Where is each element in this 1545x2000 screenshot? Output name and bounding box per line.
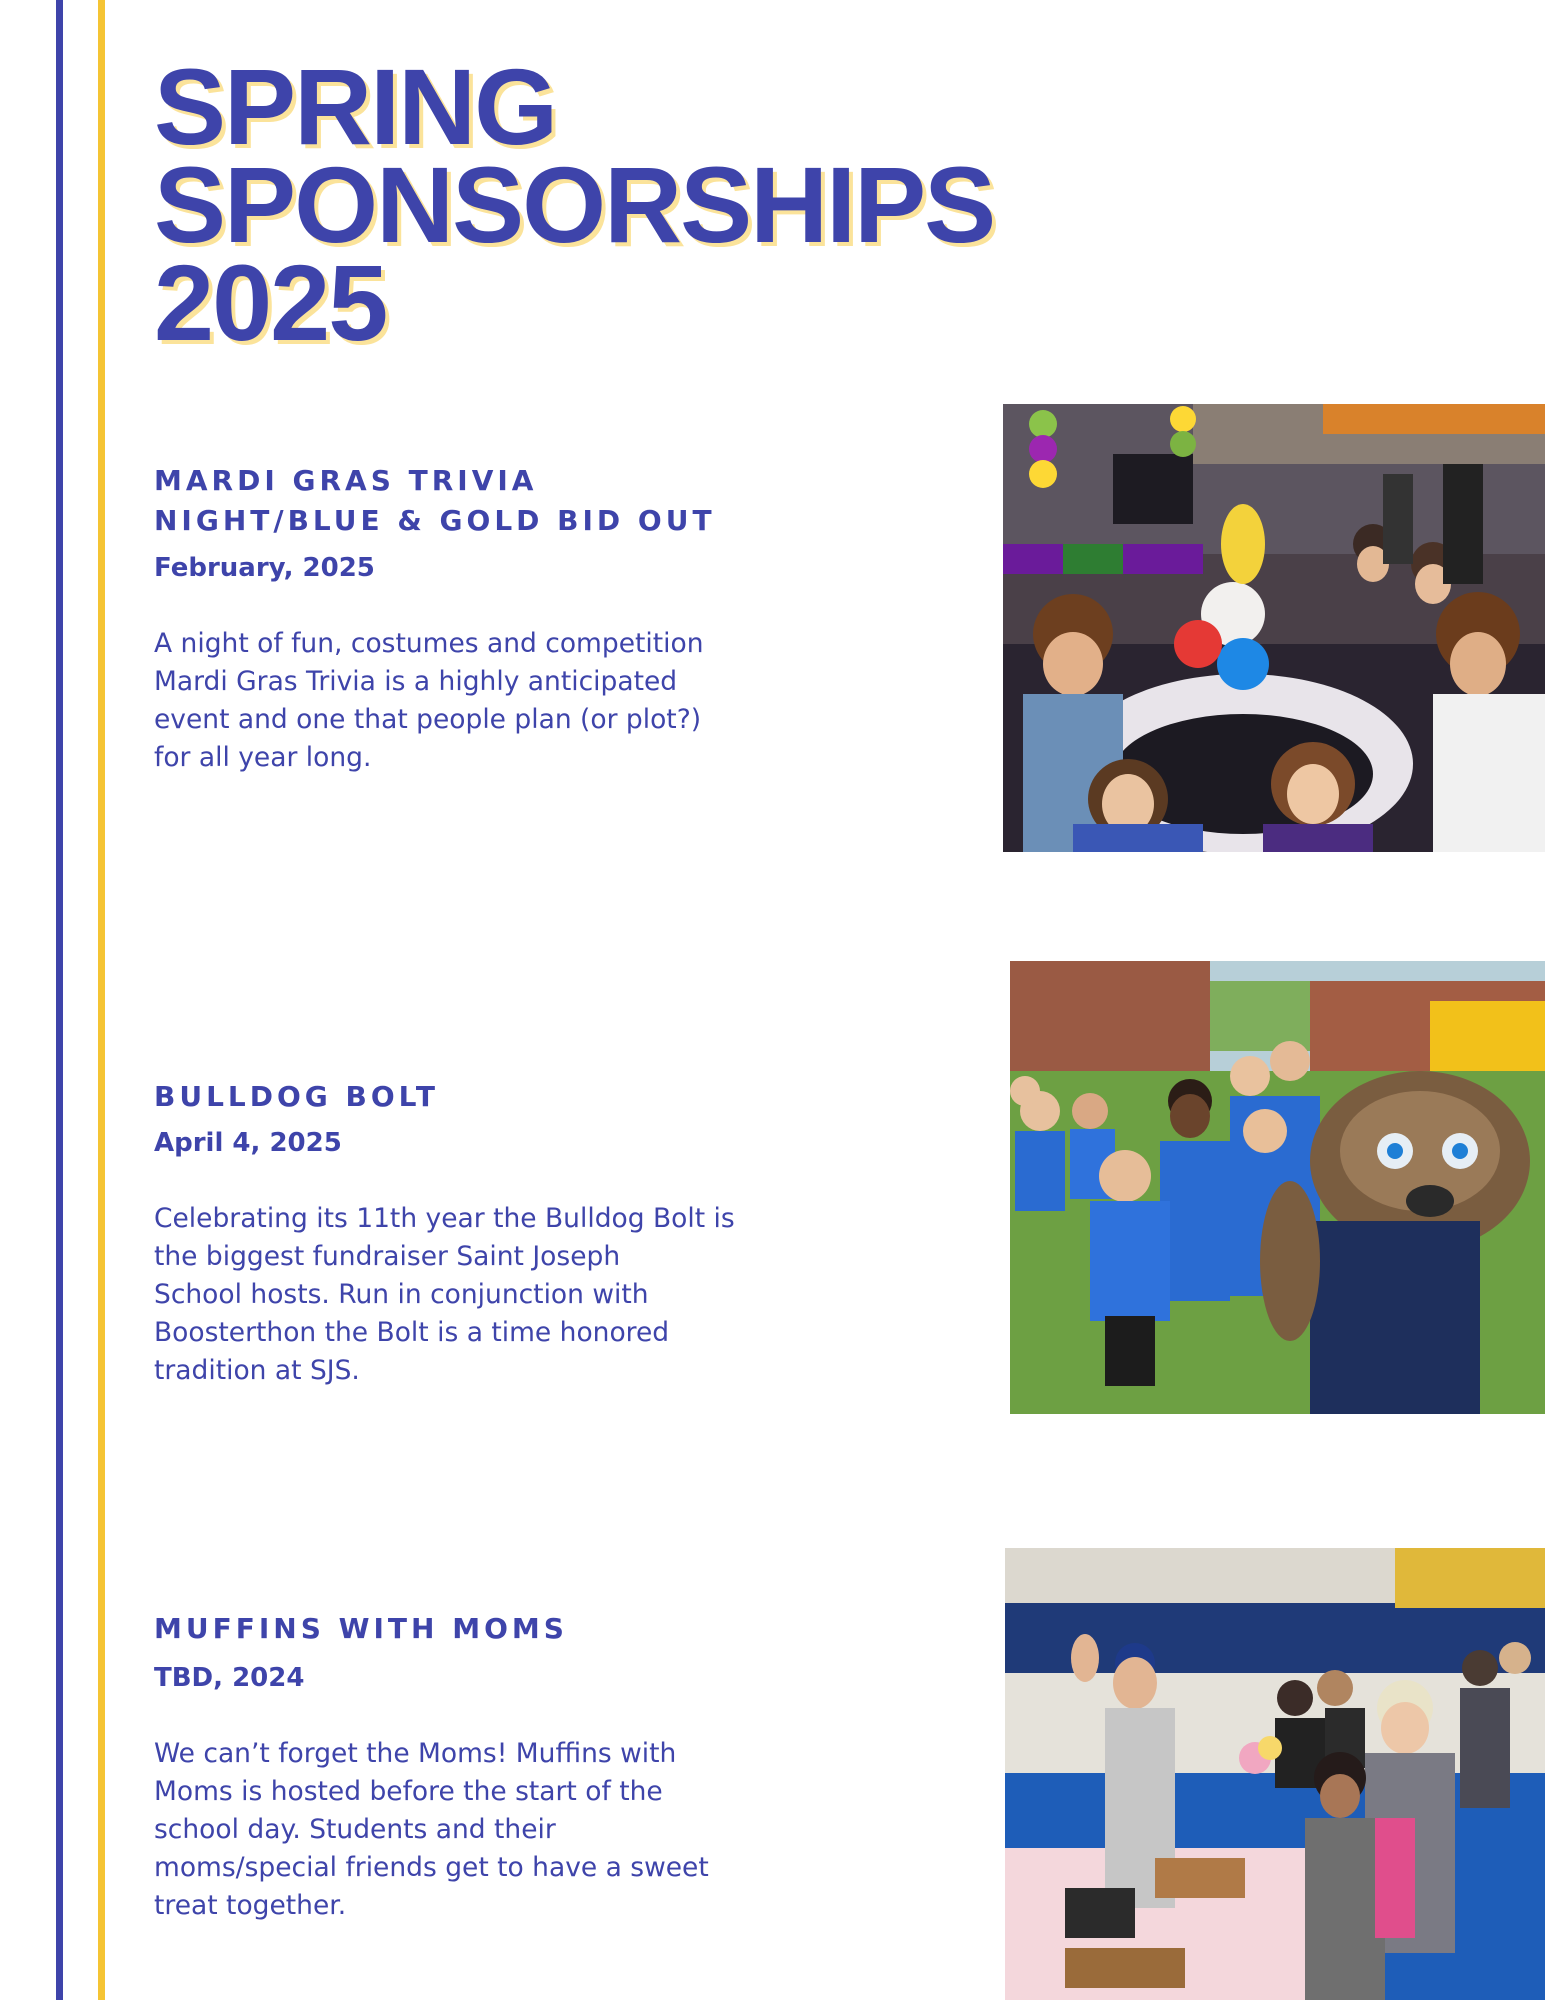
description-line: Moms is hosted before the start of the [154, 1776, 663, 1807]
left-gold-rule [98, 0, 105, 2000]
event-description [154, 1200, 794, 1390]
description-line: treat together. [154, 1890, 347, 1921]
event-heading-line: MARDI GRAS TRIVIA [154, 464, 538, 497]
title-line-1: SPRING [154, 46, 557, 167]
event-heading-line: MUFFINS WITH MOMS [154, 1612, 568, 1645]
event-heading [154, 461, 716, 541]
description-line: event and one that people plan (or plot?) [154, 704, 702, 735]
muffins-with-moms-photo [1005, 1548, 1545, 2000]
event-heading-line: NIGHT/BLUE & GOLD BID OUT [154, 504, 716, 537]
description-line: the biggest fundraiser Saint Joseph [154, 1241, 621, 1272]
event-description [154, 1735, 794, 1925]
event-heading [154, 1609, 568, 1649]
event-date: TBD, 2024 [154, 1663, 305, 1693]
event-heading-line: BULLDOG BOLT [154, 1080, 439, 1113]
description-line: moms/special friends get to have a sweet [154, 1852, 709, 1883]
description-line: A night of fun, costumes and competition [154, 628, 704, 659]
description-line: Mardi Gras Trivia is a highly anticipated [154, 666, 678, 697]
description-line: School hosts. Run in conjunction with [154, 1279, 649, 1310]
event-date: February, 2025 [154, 553, 375, 583]
title-line-3: 2025 [154, 242, 387, 363]
bulldog-bolt-photo [1010, 961, 1545, 1414]
description-line: Celebrating its 11th year the Bulldog Bolt is [154, 1203, 735, 1234]
event-date: April 4, 2025 [154, 1128, 342, 1158]
description-line: school day. Students and their [154, 1814, 556, 1845]
event-description [154, 625, 794, 777]
description-line: We can’t forget the Moms! Muffins with [154, 1738, 677, 1769]
title-line-2: SPONSORSHIPS [154, 144, 995, 265]
description-line: tradition at SJS. [154, 1355, 360, 1386]
event-heading [154, 1077, 439, 1117]
description-line: Boosterthon the Bolt is a time honored [154, 1317, 670, 1348]
left-blue-rule [56, 0, 63, 2000]
description-line: for all year long. [154, 742, 372, 773]
page-title [154, 46, 995, 363]
mardi-gras-party-photo [1003, 404, 1545, 852]
